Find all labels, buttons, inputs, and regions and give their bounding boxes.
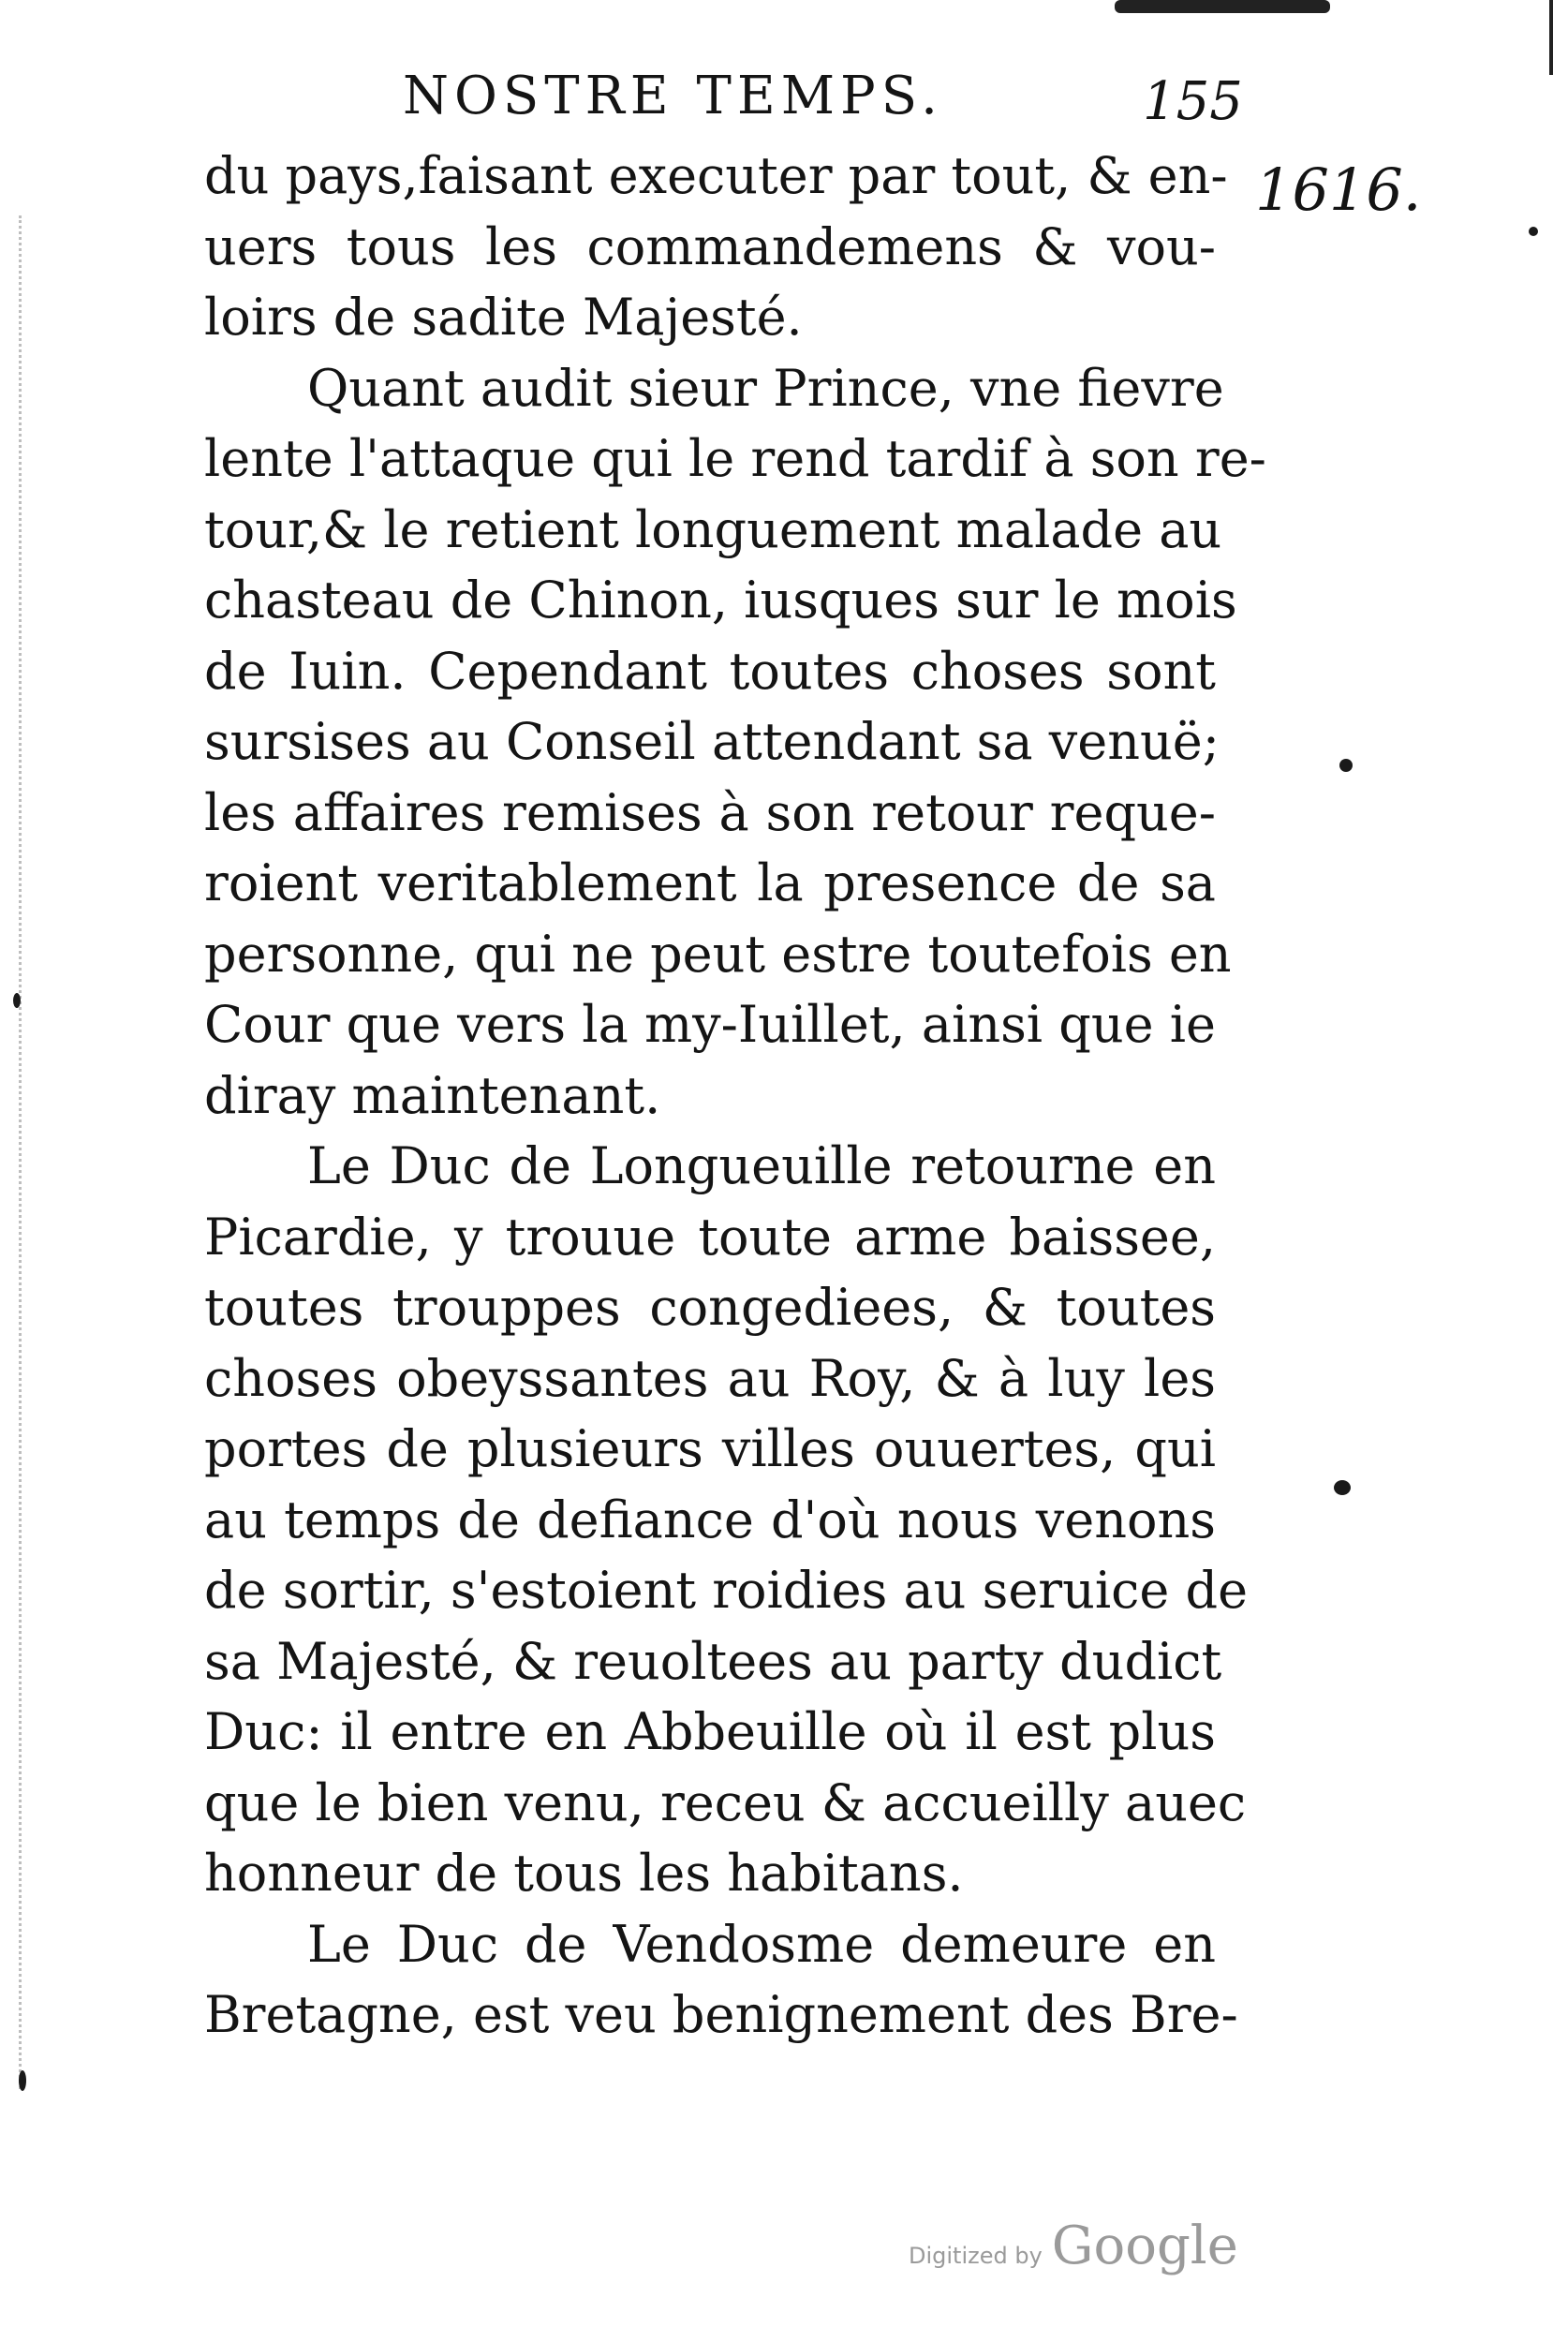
ink-spot [1339,759,1353,772]
paragraph-1 [204,141,1228,353]
text-line: que le bien venu, receu & accueilly auec [204,1772,1247,1832]
text-line: uers tous les commandemens & vou- [204,216,1216,276]
ink-smudge [1115,0,1330,13]
body-text [204,141,1266,2051]
text-line: les affaires remises à son retour reque- [204,782,1216,842]
page-number: 155 [1143,71,1243,132]
text-line: sa Majesté, & reuoltees au party dudict [204,1631,1222,1691]
text-line: de Iuin. Cependant toutes choses sont [204,641,1216,701]
paragraph-4 [204,1909,1238,2051]
binding-shadow [19,215,50,2089]
paragraph-2 [204,353,1266,1132]
text-line: portes de plusieurs villes ouuertes, qui [204,1419,1216,1478]
page-edge-mark [1549,0,1553,75]
text-line: Picardie, y trouue toute arme baissee, [204,1207,1216,1267]
ink-spot [13,993,21,1008]
text-line: diray maintenant. [204,1065,661,1125]
text-line: chasteau de Chinon, iusques sur le mois [204,571,1237,630]
text-line: loirs de sadite Majesté. [204,288,803,347]
text-line: personne, qui ne peut estre toutefois en [204,924,1232,984]
running-head: NOSTRE TEMPS. [403,66,943,126]
ink-spot [1529,227,1538,236]
text-line: tour,& le retient longuement malade au [204,499,1222,559]
text-line: de sortir, s'estoient roidies au seruice de [204,1561,1249,1620]
paragraph-3 [204,1131,1249,1909]
ink-spot [19,2070,26,2091]
text-line: Le Duc de Vendosme demeure en [307,1914,1216,1974]
text-line: choses obeyssantes au Roy, & à luy les [204,1348,1216,1408]
ink-spot [1334,1480,1351,1495]
text-line: Quant audit sieur Prince, vne fievre [307,358,1224,418]
text-line: Le Duc de Longueuille retourne en [307,1136,1216,1195]
digitization-credit [909,2216,1238,2276]
text-line: au temps de defiance d'où nous venons [204,1490,1216,1549]
text-line: roient veritablement la presence de sa [204,853,1216,912]
text-line: du pays,faisant executer par tout, & en- [204,146,1228,205]
text-line: lente l'attaque qui le rend tardif à son re- [204,429,1266,488]
text-line: toutes trouppes congediees, & toutes [204,1278,1216,1337]
margin-year: 1616. [1255,156,1422,224]
google-logo: Google [1051,2216,1238,2276]
text-line: honneur de tous les habitans. [204,1844,964,1903]
text-line: sursises au Conseil attendant sa venuë; [204,712,1220,771]
text-line: Cour que vers la my-Iuillet, ainsi que ie [204,995,1216,1054]
digitized-label: Digitized by [909,2243,1043,2269]
text-line: Bretagne, est veu benignement des Bre- [204,1985,1238,2044]
text-line: Duc: il entre en Abbeuille où il est plus [204,1702,1216,1761]
